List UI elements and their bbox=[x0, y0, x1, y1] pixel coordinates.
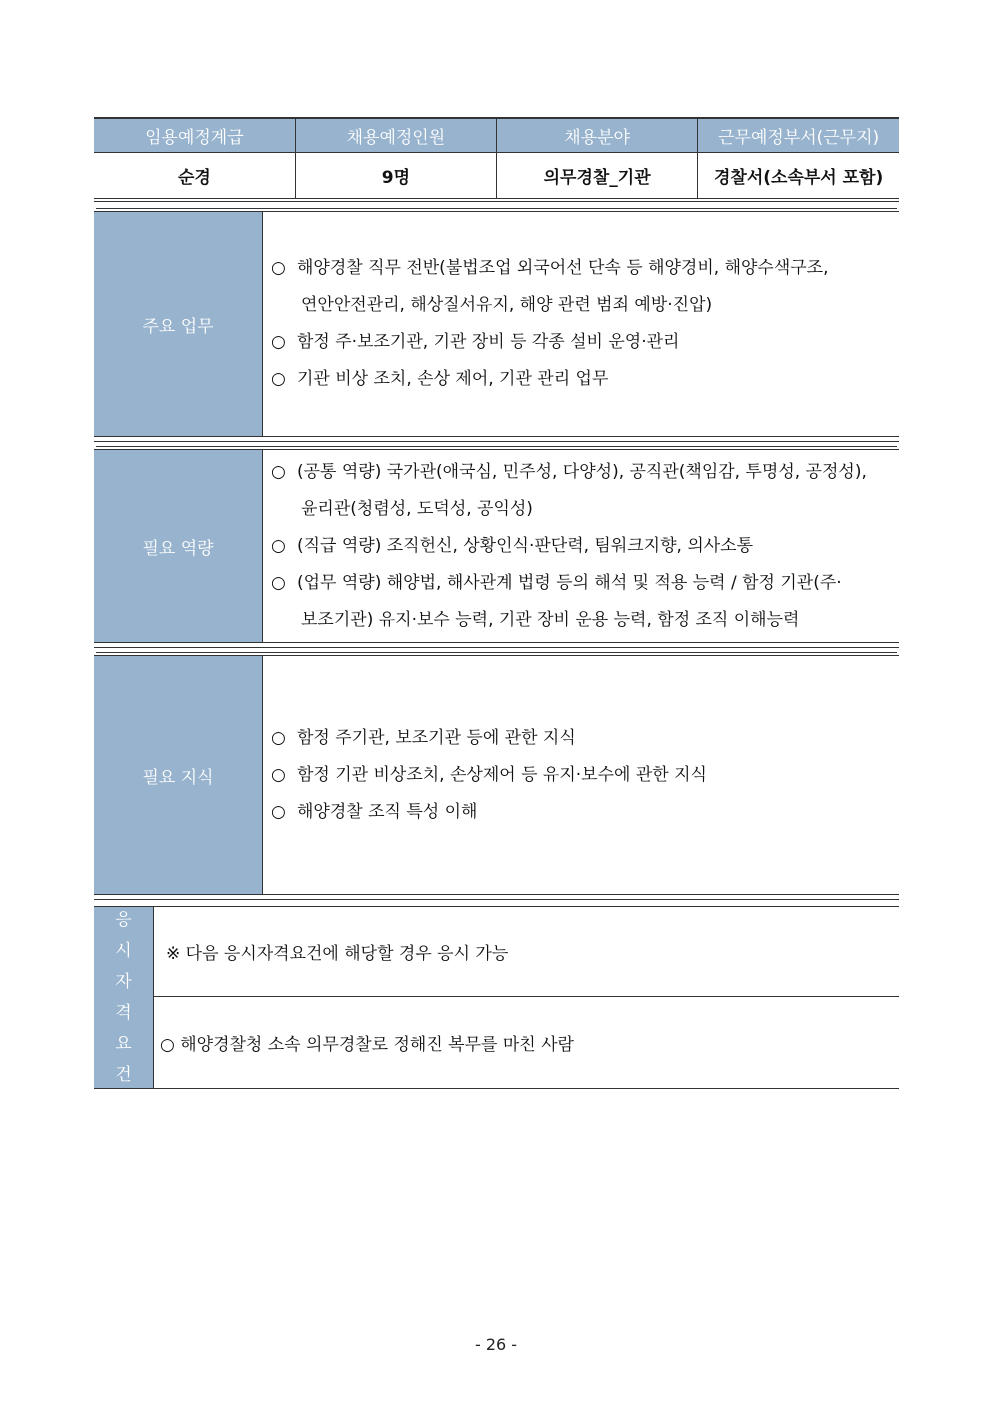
list-item: ○ 함정 주·보조기관, 기관 장비 등 각종 설비 운영·관리 bbox=[271, 332, 680, 352]
divider bbox=[94, 647, 899, 648]
eligibility-note: ※ 다음 응시자격요건에 해당할 경우 응시 가능 bbox=[154, 907, 899, 997]
value-rank: 순경 bbox=[94, 153, 295, 199]
header-field: 채용분야 bbox=[497, 119, 698, 153]
knowledge-label: 필요 지식 bbox=[94, 656, 263, 894]
divider bbox=[94, 899, 899, 900]
value-headcount: 9명 bbox=[295, 153, 496, 199]
eligibility-label bbox=[94, 907, 154, 1088]
list-item: ○ (직급 역량) 조직헌신, 상황인식·판단력, 팀워크지향, 의사소통 bbox=[271, 535, 754, 556]
page-number: - 26 - bbox=[474, 1335, 518, 1354]
divider bbox=[94, 441, 899, 442]
list-item: ○ 해양경찰 직무 전반(불법조업 외국어선 단속 등 해양경비, 해양수색구조, bbox=[271, 258, 829, 278]
duties-label: 주요 업무 bbox=[94, 212, 263, 436]
list-item-continuation: 윤리관(청렴성, 도덕성, 공익성) bbox=[301, 498, 533, 519]
competencies-content bbox=[263, 450, 899, 642]
recruitment-info-table bbox=[94, 117, 899, 199]
label-char: 요 bbox=[115, 1033, 132, 1054]
label-char: 자 bbox=[115, 971, 132, 992]
duties-content bbox=[263, 212, 899, 436]
knowledge-section bbox=[94, 655, 899, 895]
eligibility-requirement: ○ 해양경찰청 소속 의무경찰로 정해진 복무를 마친 사람 bbox=[160, 1035, 574, 1055]
list-item: ○ (공통 역량) 국가관(애국심, 민주성, 다양성), 공직관(책임감, 투명성, 공정성), bbox=[271, 461, 867, 482]
label-char: 건 bbox=[115, 1064, 132, 1085]
competencies-label: 필요 역량 bbox=[94, 450, 263, 642]
label-char: 시 bbox=[115, 940, 132, 961]
duties-section bbox=[94, 211, 899, 437]
list-item-continuation: 연안안전관리, 해상질서유지, 해양 관련 범죄 예방·진압) bbox=[301, 295, 713, 315]
list-item: ○ 기관 비상 조치, 손상 제어, 기관 관리 업무 bbox=[271, 369, 609, 389]
list-item: ○ 해양경찰 조직 특성 이해 bbox=[271, 801, 478, 822]
list-item: ○ 함정 주기관, 보조기관 등에 관한 지식 bbox=[271, 727, 576, 748]
knowledge-content bbox=[263, 656, 899, 894]
divider bbox=[94, 201, 899, 202]
label-char: 격 bbox=[115, 1002, 132, 1023]
list-item: ○ (업무 역량) 해양법, 해사관계 법령 등의 해석 및 적용 능력 / 함정 기관(주· bbox=[271, 572, 842, 593]
value-field: 의무경찰_기관 bbox=[497, 153, 698, 199]
competencies-section bbox=[94, 449, 899, 643]
header-department: 근무예정부서(근무지) bbox=[698, 119, 899, 153]
header-rank: 임용예정계급 bbox=[94, 119, 295, 153]
header-headcount: 채용예정인원 bbox=[295, 119, 496, 153]
eligibility-rows bbox=[154, 907, 899, 1088]
eligibility-section bbox=[94, 906, 899, 1089]
label-char: 응 bbox=[115, 909, 132, 930]
value-department: 경찰서(소속부서 포함) bbox=[713, 168, 884, 188]
list-item-continuation: 보조기관) 유지·보수 능력, 기관 장비 운용 능력, 함정 조직 이해능력 bbox=[301, 609, 800, 630]
list-item: ○ 함정 기관 비상조치, 손상제어 등 유지·보수에 관한 지식 bbox=[271, 764, 707, 785]
